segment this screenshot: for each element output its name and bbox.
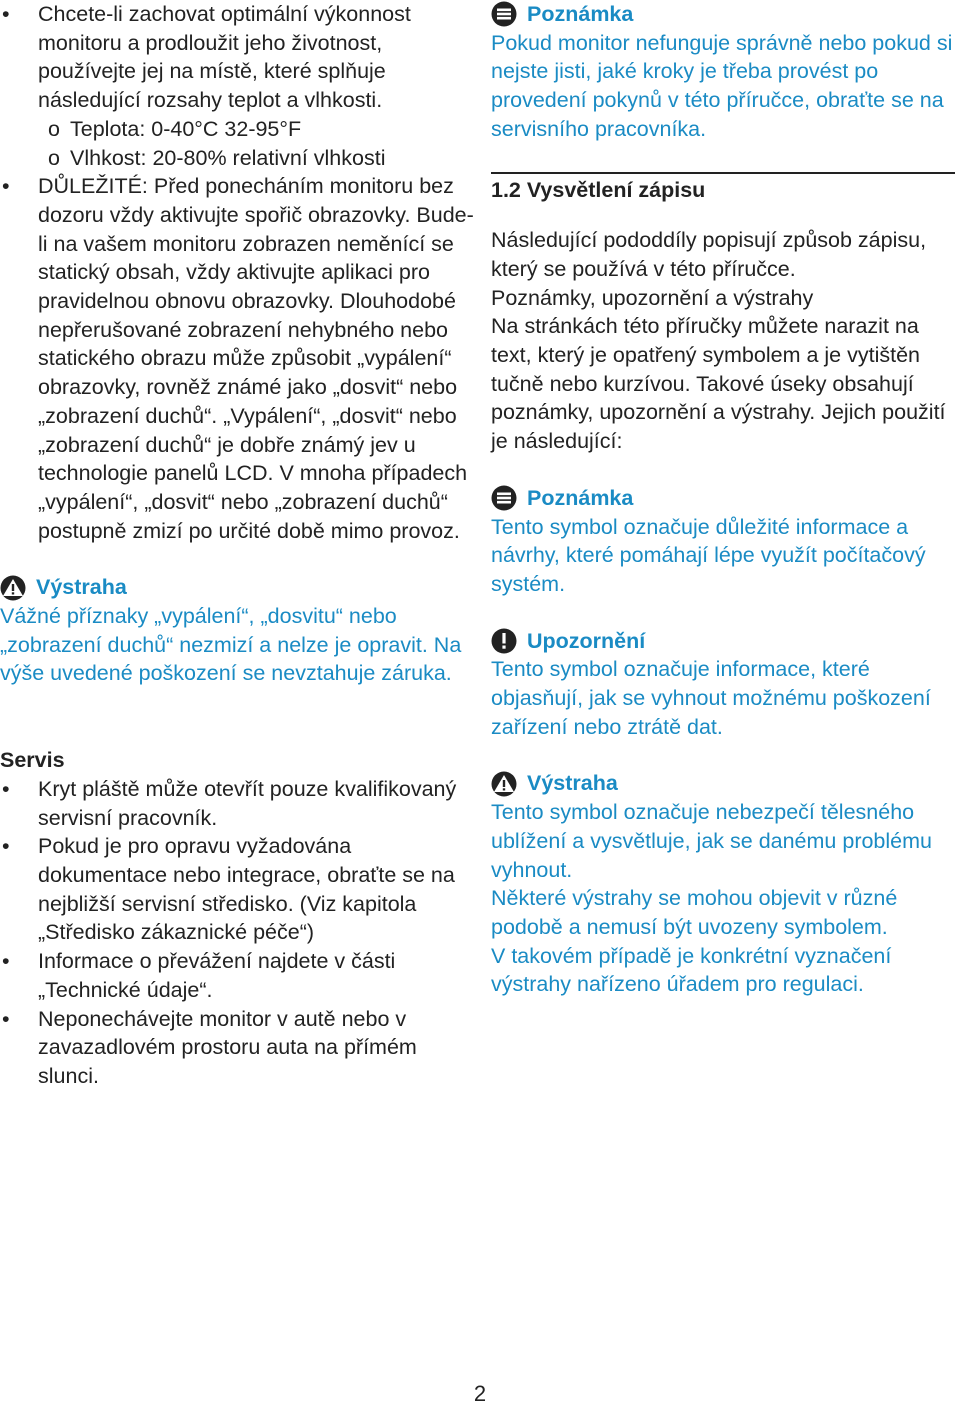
care-list (0, 0, 475, 115)
intro-paragraph: Následující pododdíly popisují způsob zápisu, který se používá v této příručce. (491, 228, 927, 281)
warning-block (491, 769, 960, 999)
list-item-text: Neponechávejte monitor v autě nebo v zavazadlovém prostoru auta na přímém slunci. (38, 1006, 417, 1088)
note-block (491, 484, 960, 599)
warning-text: Vážné příznaky „vypálení“, „dosvitu“ nebo „zobrazení duchů“ nezmizí a nelze je opravit. Na výše uvedené poškození se nevztahuje záruka. (0, 604, 462, 686)
list-item-text: Chcete-li zachovat optimální výkonnost monitoru a prodloužit jeho životnost, používejte jej na místě, které splňuje následující rozsahy teplot a vlhkosti. (38, 2, 411, 113)
sub-item-marker: o (48, 145, 60, 170)
list-item (0, 947, 475, 1004)
section-divider (491, 172, 955, 174)
sub-item-text: Vlhkost: 20-80% relativní vlhkosti (70, 145, 386, 170)
list-item (0, 775, 475, 832)
caution-title: Upozornění (527, 628, 646, 653)
note-block (491, 0, 960, 144)
sub-item-text: Teplota: 0-40°C 32-95°F (70, 116, 302, 141)
servis-list (0, 775, 475, 1091)
warning-title: Výstraha (36, 575, 127, 600)
sub-item (0, 115, 475, 144)
note-heading (491, 484, 960, 513)
list-item-text: DŮLEŽITÉ: Před ponecháním monitoru bez dozoru vždy aktivujte spořič obrazovky. Bude-li na vašem monitoru zobrazen neměnící se statický obsah, vždy aktivujte aplikaci pro pravidelnou obnovu obrazovky. Dlouhodobé nepřerušované zobrazení nehybného nebo statického obrazu může způsobit „vypálení“ obrazovky, rovněž známé jako „dosvit“ nebo „zobrazení duchů“. „Vypálení“, „dosvit“ nebo „zobrazení duchů“ je dobře známý jev u technologie panelů LCD. V mnoha případech „vypálení“, „dosvit“ nebo „zobrazení duchů“ postupně zmizí po určité době mimo provoz. (38, 174, 474, 543)
warning-heading (491, 769, 960, 798)
exclamation-icon (491, 628, 517, 654)
sub-item-marker: o (48, 116, 60, 141)
list-item (0, 0, 475, 115)
body-paragraph: Na stránkách této příručky můžete narazit na text, který je opatřený symbolem a je vytištěn tučně nebo kurzívou. Takové úseky obsahují poznámky, upozornění a výstrahy. Jejich použití je následující: (491, 314, 946, 454)
servis-heading: Servis (0, 748, 65, 773)
list-item (0, 832, 475, 947)
note-icon (491, 1, 517, 27)
important-list (0, 172, 475, 545)
caution-heading (491, 627, 960, 656)
note-text: Tento symbol označuje důležité informace a návrhy, které pomáhají lépe využít počítačový systém. (491, 514, 926, 596)
warning-text: Tento symbol označuje nebezpečí tělesného ublížení a vysvětluje, jak se danému problému vyhnout. (491, 800, 932, 882)
list-item (0, 1005, 475, 1091)
warning-heading (0, 573, 475, 602)
note-title: Poznámka (527, 2, 634, 26)
list-item-text: Pokud je pro opravu vyžadována dokumentace nebo integrace, obraťte se na nejbližší servisní středisko. (Viz kapitola „Středisko zákaznické péče“) (38, 834, 455, 945)
page-number: 2 (473, 1381, 487, 1406)
list-item-text: Informace o převážení najdete v části „Technické údaje“. (38, 949, 396, 1002)
caution-block (491, 627, 960, 742)
section-title: 1.2 Vysvětlení zápisu (491, 177, 706, 202)
warning-text: Některé výstrahy se mohou objevit v různé podobě a nemusí být uvozeny symbolem. (491, 886, 898, 939)
left-column (0, 0, 475, 1091)
list-item (0, 172, 475, 545)
note-title: Poznámka (527, 485, 634, 510)
warning-text: V takovém případě je konkrétní vyznačení výstrahy nařízeno úřadem pro regulaci. (491, 943, 892, 997)
note-icon (491, 485, 517, 511)
sub-item (0, 144, 475, 173)
warning-triangle-icon (491, 771, 517, 797)
warning-triangle-icon (0, 575, 26, 601)
note-text: Pokud monitor nefunguje správně nebo pokud si nejste jisti, jaké kroky je třeba provést po provedení pokynů v této příručce, obraťte se na servisního pracovníka. (491, 30, 953, 141)
list-item-text: Kryt pláště může otevřít pouze kvalifikovaný servisní pracovník. (38, 776, 457, 830)
note-heading (491, 0, 960, 29)
caution-text: Tento symbol označuje informace, které objasňují, jak se vyhnout možnému poškození zařízení nebo ztrátě dat. (491, 657, 931, 739)
warning-title: Výstraha (527, 771, 618, 796)
warning-block (0, 573, 475, 688)
right-column (491, 0, 960, 999)
subheading: Poznámky, upozornění a výstrahy (491, 285, 814, 310)
